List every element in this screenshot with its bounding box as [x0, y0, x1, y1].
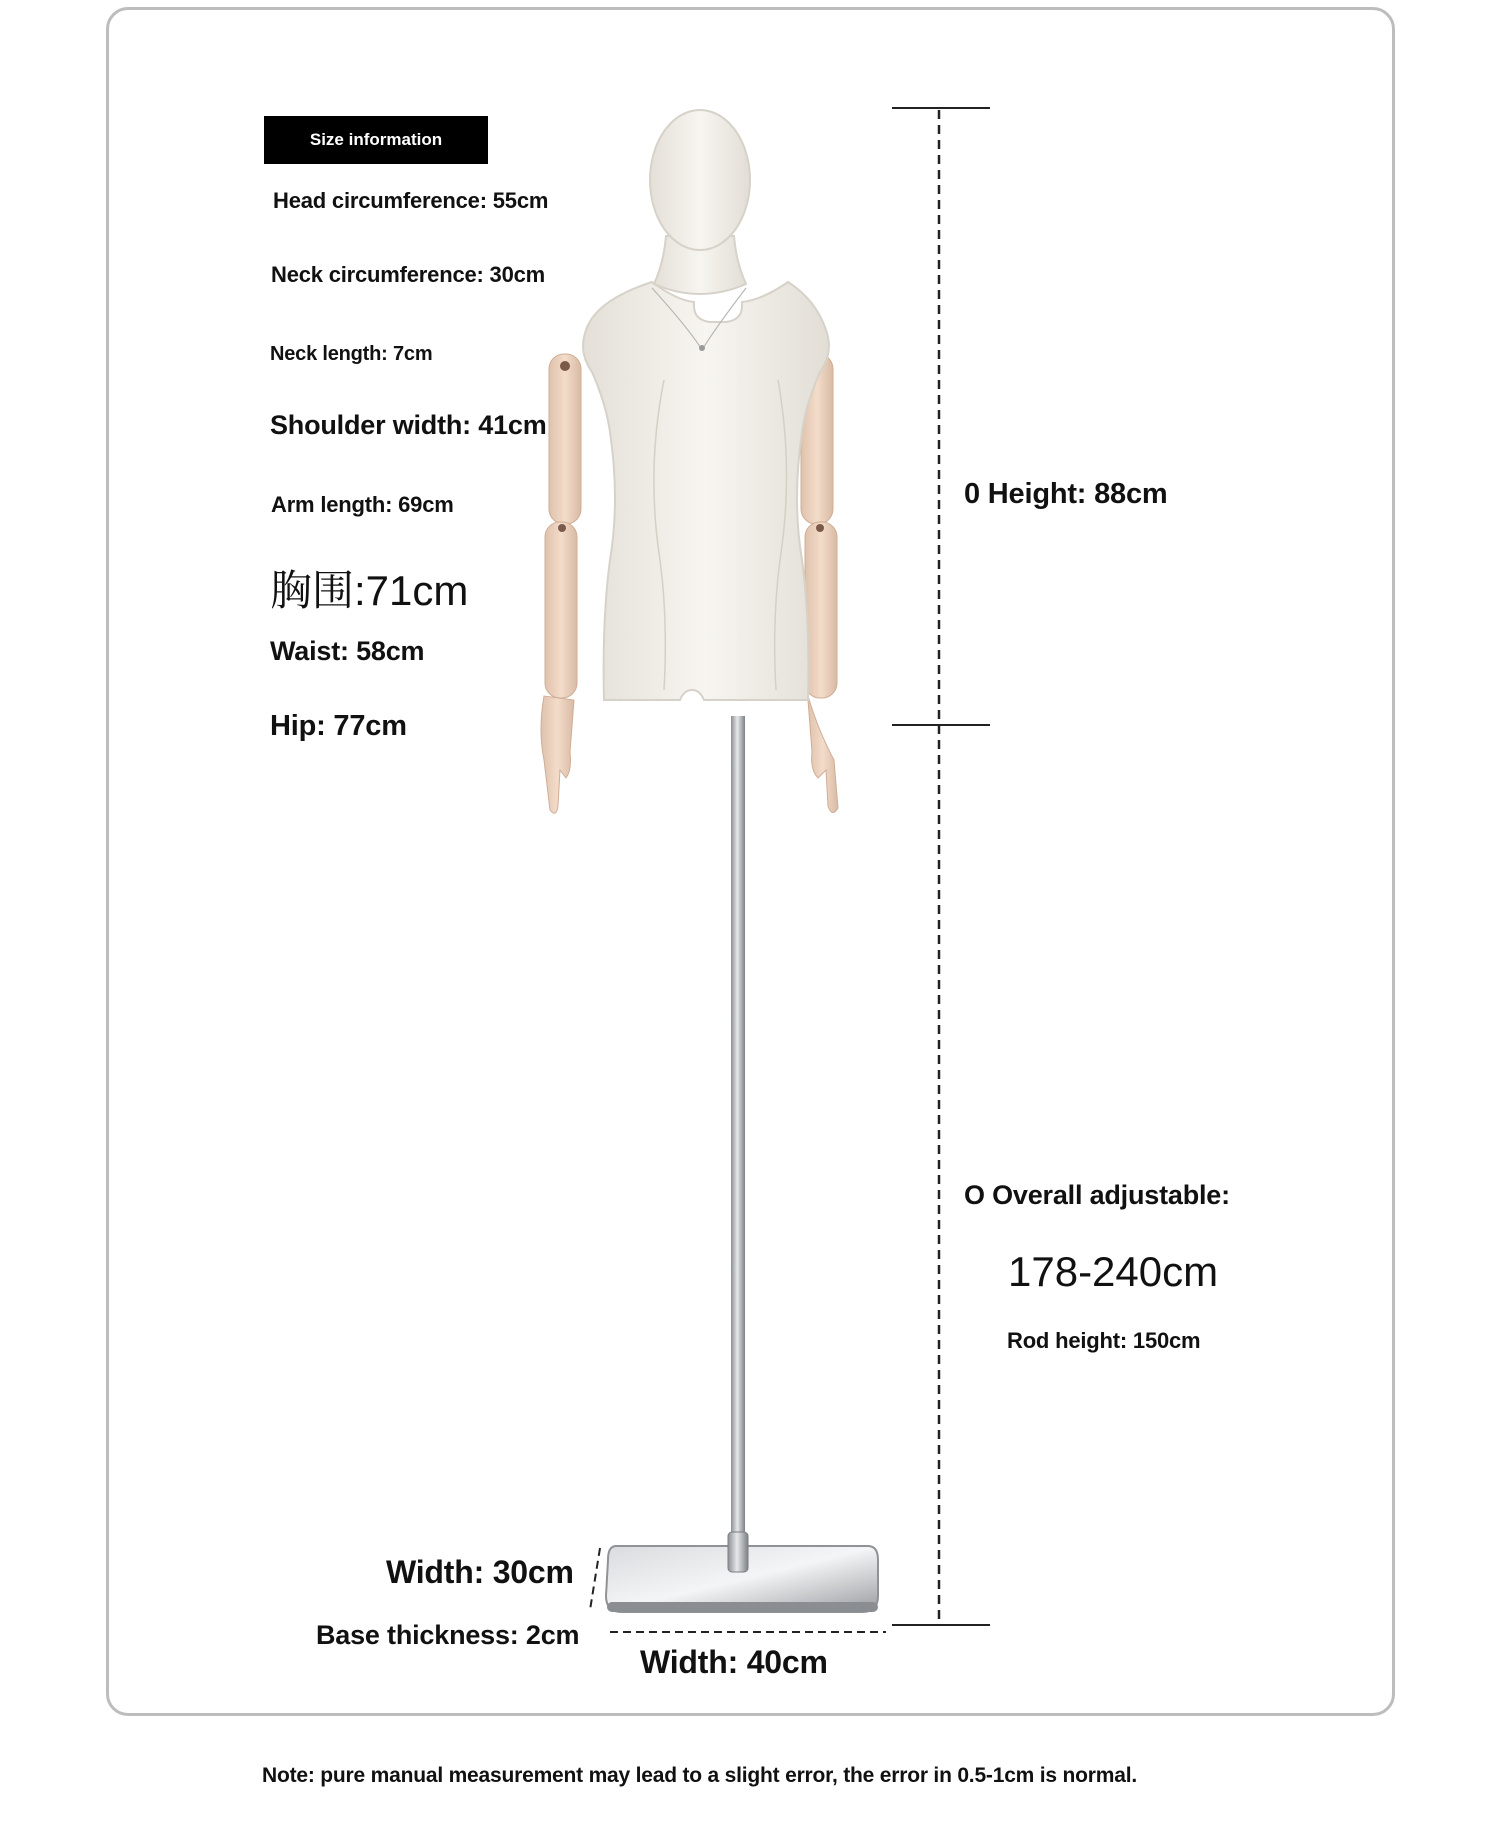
right-arm [801, 354, 838, 813]
base-depth-line [590, 1548, 600, 1610]
rod-height-label: Rod height: 150cm [1007, 1328, 1201, 1353]
arm-length-label: Arm length: 69cm [271, 492, 454, 517]
base-width-front-label: Width: 40cm [640, 1644, 828, 1680]
head [650, 110, 750, 250]
overall-adjustable-label: O Overall adjustable: [964, 1180, 1230, 1210]
hip-label: Hip: 77cm [270, 710, 407, 742]
base-width-side-label: Width: 30cm [386, 1554, 574, 1590]
base-thickness-label: Base thickness: 2cm [316, 1620, 580, 1650]
bust-height-label: 0 Height: 88cm [964, 478, 1168, 510]
bust-label: 胸围:71cm [270, 567, 469, 614]
necklace-pendant [699, 345, 705, 351]
stand-pole-collar [728, 1532, 748, 1572]
head-circumference-label: Head circumference: 55cm [273, 188, 549, 213]
stand-base-edge [607, 1602, 878, 1612]
overall-range-label: 178-240cm [1008, 1248, 1219, 1295]
shoulder-width-label: Shoulder width: 41cm [270, 410, 547, 440]
left-arm [541, 354, 581, 813]
waist-label: Waist: 58cm [270, 636, 425, 666]
neck-length-label: Neck length: 7cm [270, 343, 433, 365]
neck-circumference-label: Neck circumference: 30cm [271, 262, 546, 287]
stand-pole [731, 716, 745, 1546]
torso [583, 282, 829, 700]
measurement-note: Note: pure manual measurement may lead to a slight error, the error in 0.5-1cm is normal. [262, 1764, 1137, 1787]
size-info-title: Size information [264, 116, 488, 164]
